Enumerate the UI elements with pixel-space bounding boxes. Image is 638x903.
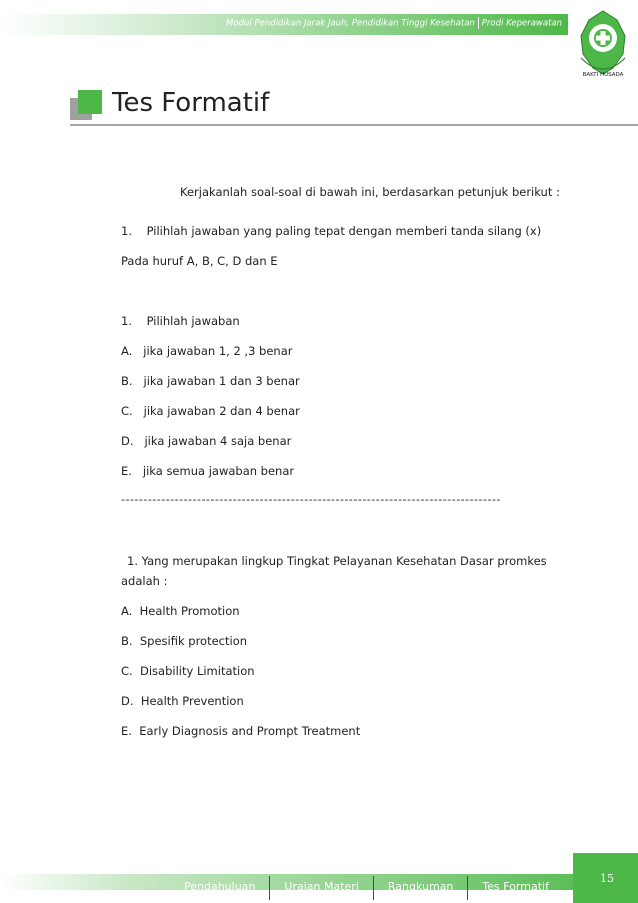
option-letter: D. [121, 694, 134, 708]
page-number: 15 [600, 872, 614, 885]
option-text: Spesifik protection [139, 634, 248, 648]
option-text: Health Prevention [140, 694, 244, 708]
question-text: 1. Yang merupakan lingkup Tingkat Pelayanan Kesehatan Dasar promkes [127, 554, 547, 568]
instruction-text: Pilihlah jawaban yang paling tepat dengan memberi tanda silang (x) [146, 224, 542, 238]
instruction-line [121, 224, 541, 238]
nav-uraian-materi[interactable]: Uraian Materi [270, 876, 373, 900]
instruction-number: 1. [121, 224, 132, 238]
option-text: jika semua jawaban benar [142, 464, 295, 478]
answer-key-option [121, 374, 300, 388]
question-option[interactable] [121, 724, 360, 738]
option-text: jika jawaban 4 saja benar [144, 434, 292, 448]
option-text: jika jawaban 2 dan 4 benar [143, 404, 300, 418]
answer-key-label: Pilihlah jawaban [146, 314, 240, 328]
option-letter: B. [121, 374, 133, 388]
bakti-husada-logo-icon [575, 8, 631, 84]
title-divider [70, 124, 638, 126]
answer-key-option [121, 344, 293, 358]
module-title: Modul Pendidikan Jarak Jauh, Pendidikan Tinggi Kesehatan [226, 18, 475, 29]
question-option[interactable] [121, 604, 240, 618]
prodi-label: Prodi Keperawatan [481, 18, 562, 29]
answer-key-number: 1. [121, 314, 132, 328]
question-option[interactable] [121, 694, 244, 708]
page-title: Tes Formatif [112, 88, 270, 118]
option-text: Disability Limitation [140, 664, 255, 678]
header-bar [0, 14, 568, 35]
option-letter: A. [121, 344, 133, 358]
intro-text: Kerjakanlah soal-soal di bawah ini, berdasarkan petunjuk berikut : [180, 185, 560, 199]
title-block [70, 88, 638, 128]
option-letter: C. [121, 664, 133, 678]
answer-key-heading [121, 314, 240, 328]
option-text: Health Promotion [139, 604, 240, 618]
dashed-divider: ------------------------------------------------------------------------------------- [121, 493, 501, 506]
module-header-text [226, 17, 562, 29]
option-letter: D. [121, 434, 134, 448]
option-letter: A. [121, 604, 133, 618]
answer-key-option [121, 404, 300, 418]
nav-tes-formatif[interactable]: Tes Formatif [482, 880, 549, 893]
option-letter: E. [121, 724, 132, 738]
title-square-green [78, 90, 102, 114]
option-letter: C. [121, 404, 133, 418]
nav-pendahuluan[interactable]: Pendahuluan [170, 876, 270, 900]
instruction-continuation: Pada huruf A, B, C, D dan E [121, 254, 278, 268]
option-text: jika jawaban 1, 2 ,3 benar [143, 344, 293, 358]
footer-nav [170, 876, 563, 900]
option-text: jika jawaban 1 dan 3 benar [143, 374, 300, 388]
header-separator [478, 17, 479, 29]
option-letter: B. [121, 634, 133, 648]
answer-key-option [121, 464, 294, 478]
nav-rangkuman[interactable]: Rangkuman [374, 876, 469, 900]
option-letter: E. [121, 464, 132, 478]
answer-key-option [121, 434, 291, 448]
question-option[interactable] [121, 664, 255, 678]
question-option[interactable] [121, 634, 247, 648]
question-text-continuation: adalah : [121, 574, 168, 588]
logo-text: BAKTI HUSADA [582, 72, 624, 78]
option-text: Early Diagnosis and Prompt Treatment [139, 724, 361, 738]
